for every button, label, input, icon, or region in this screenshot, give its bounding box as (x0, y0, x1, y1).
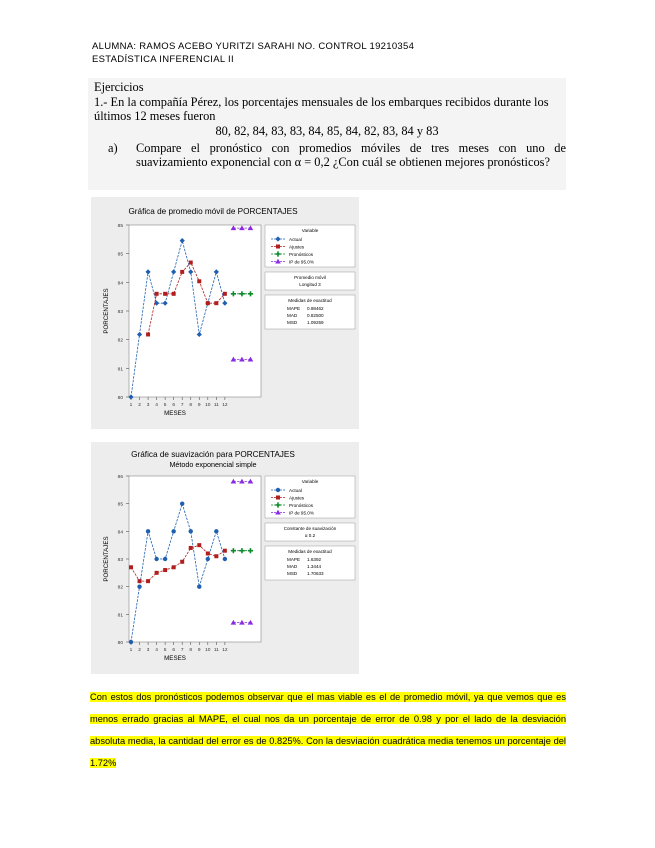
fit-point (206, 551, 210, 555)
legend-swatch-marker (276, 488, 280, 492)
accuracy-title: Medidas de exactitud (288, 298, 332, 303)
legend-item-label: Actual (289, 487, 302, 493)
legend-item-label: IP de 95.0% (289, 259, 314, 265)
accuracy-value: 1.3444 (307, 564, 322, 569)
y-tick-label: 82 (117, 338, 123, 344)
actual-point (146, 529, 150, 533)
x-tick-label: 12 (222, 403, 228, 408)
x-tick-label: 7 (180, 648, 184, 653)
y-tick-label: 80 (117, 396, 123, 401)
actual-point (197, 584, 201, 588)
y-tick-label: 84 (117, 530, 123, 536)
fit-point (129, 565, 133, 569)
y-tick-label: 86 (117, 475, 123, 480)
x-tick-label: 3 (146, 403, 150, 408)
fit-point (138, 579, 142, 583)
legend-title: Variable (301, 228, 319, 233)
fit-point (189, 546, 193, 550)
x-tick-label: 9 (197, 403, 201, 408)
accuracy-value: 0.98462 (307, 306, 324, 311)
conclusion-paragraph (90, 686, 566, 774)
accuracy-label: MSD (287, 320, 298, 325)
params-title: Promedio móvil (294, 275, 326, 280)
fit-point (172, 292, 176, 296)
x-tick-label: 9 (197, 648, 201, 653)
y-tick-label: 84 (117, 281, 123, 287)
x-tick-label: 6 (172, 403, 176, 408)
x-tick-label: 10 (205, 648, 211, 653)
fit-point (197, 279, 201, 283)
x-tick-label: 2 (138, 403, 141, 408)
actual-point (189, 529, 193, 533)
x-tick-label: 10 (205, 403, 211, 408)
fit-point (214, 301, 218, 305)
x-tick-label: 6 (172, 648, 176, 653)
plot-area (129, 225, 261, 397)
exponential-smoothing-chart-svg (91, 442, 359, 674)
student-header (92, 40, 414, 66)
fit-point (163, 568, 167, 572)
fit-point (155, 571, 159, 575)
y-tick-label: 81 (117, 367, 123, 373)
exercise-series: 80, 82, 84, 83, 83, 84, 85, 84, 82, 83, 84 y 83 (215, 124, 439, 138)
exercise-problem: 1.- En la compañía Pérez, los porcentajes mensuales de los embarques recibidos durante los últimos 12 meses fueron (94, 95, 549, 123)
x-tick-label: 4 (155, 648, 158, 653)
x-tick-label: 12 (222, 648, 228, 653)
fit-point (180, 560, 184, 564)
accuracy-value: 1.09259 (307, 320, 324, 325)
accuracy-value: 0.82500 (307, 313, 324, 318)
conclusion-text: Con estos dos pronósticos podemos observar que el mas viable es el de promedio móvil, ya que vemos que es menos errado gracias al MAPE, el cual nos da un porcentaje de error de 0.98 y por el lado de la desviación absoluta media, la cantidad del error es de 0.825%. Con la desviación cuadrática media tenemos un porcentaje del 1.72% (90, 692, 566, 768)
x-tick-label: 8 (189, 648, 193, 653)
student-line: ALUMNA: RAMOS ACEBO YURITZI SARAHI NO. CONTROL 19210354 (92, 41, 415, 52)
actual-point (180, 501, 184, 505)
y-tick-label: 85 (117, 502, 123, 508)
x-axis-label: MESES (164, 410, 186, 417)
accuracy-label: MAPE (287, 557, 301, 562)
fit-point (155, 292, 159, 296)
params-title: Constante de suavización (283, 526, 337, 531)
moving-average-chart-svg (91, 197, 359, 429)
x-tick-label: 5 (163, 403, 167, 408)
y-tick-label: 83 (117, 310, 123, 315)
legend-item-label: Ajustes (289, 244, 305, 250)
chart-subtitle: Método exponencial simple (169, 460, 257, 469)
legend-swatch-marker (276, 245, 280, 249)
legend-title: Variable (301, 479, 319, 484)
x-tick-label: 1 (129, 648, 133, 653)
moving-average-chart (91, 197, 359, 429)
legend-item-label: Pronósticos (289, 251, 314, 257)
legend-item-label: IP de 95.0% (289, 510, 314, 516)
x-tick-label: 11 (213, 403, 219, 408)
y-tick-label: 85 (117, 252, 123, 258)
actual-point (163, 557, 167, 561)
fit-point (180, 270, 184, 274)
question-text: Compare el pronóstico con promedios móviles de tres meses con uno de suavizamiento exponencial con α = 0,2 ¿Con cuál se obtienen mejores pronósticos? (136, 141, 566, 169)
y-tick-label: 85 (117, 224, 123, 229)
x-tick-label: 8 (189, 403, 193, 408)
x-tick-label: 3 (146, 648, 150, 653)
actual-point (223, 557, 227, 561)
params-line: α 0.2 (304, 533, 316, 538)
y-tick-label: 80 (117, 641, 123, 646)
actual-point (171, 529, 175, 533)
y-axis-label: PORCENTAJES (103, 288, 110, 334)
question-label: a) (108, 141, 118, 155)
x-tick-label: 4 (155, 403, 158, 408)
y-tick-label: 82 (117, 585, 123, 591)
x-tick-label: 7 (180, 403, 184, 408)
accuracy-title: Medidas de exactitud (288, 549, 332, 554)
chart-title: Gráfica de promedio móvil de PORCENTAJES (128, 207, 298, 216)
accuracy-value: 1.70633 (307, 571, 324, 576)
y-axis-label: PORCENTAJES (103, 536, 110, 582)
exercise-title: Ejercicios (94, 80, 144, 94)
y-tick-label: 83 (117, 558, 123, 563)
x-tick-label: 2 (138, 648, 141, 653)
exercise-image (88, 78, 566, 190)
x-tick-label: 5 (163, 648, 167, 653)
fit-point (223, 292, 227, 296)
actual-point (206, 557, 210, 561)
fit-point (172, 565, 176, 569)
x-tick-label: 1 (129, 403, 133, 408)
legend-swatch-marker (276, 496, 280, 500)
legend-item-label: Pronósticos (289, 502, 314, 508)
fit-point (163, 292, 167, 296)
accuracy-label: MSD (287, 571, 298, 576)
actual-point (214, 529, 218, 533)
fit-point (146, 332, 150, 336)
accuracy-label: MAD (287, 564, 298, 569)
accuracy-label: MAD (287, 313, 298, 318)
params-line: Longitud 3 (299, 282, 321, 287)
legend-item-label: Actual (289, 236, 302, 242)
fit-point (214, 554, 218, 558)
chart-title: Gráfica de suavización para PORCENTAJES (131, 450, 295, 459)
x-axis-label: MESES (164, 655, 186, 662)
fit-point (197, 543, 201, 547)
fit-point (189, 261, 193, 265)
fit-point (206, 301, 210, 305)
x-tick-label: 11 (213, 648, 219, 653)
accuracy-label: MAPE (287, 306, 301, 311)
accuracy-value: 1.6392 (307, 557, 322, 562)
actual-point (154, 557, 158, 561)
actual-point (129, 640, 133, 644)
legend-item-label: Ajustes (289, 495, 305, 501)
exponential-smoothing-chart (91, 442, 359, 674)
y-tick-label: 81 (117, 613, 123, 619)
fit-point (223, 549, 227, 553)
fit-point (146, 579, 150, 583)
course-line: ESTADÍSTICA INFERENCIAL II (92, 54, 234, 65)
actual-point (137, 584, 141, 588)
